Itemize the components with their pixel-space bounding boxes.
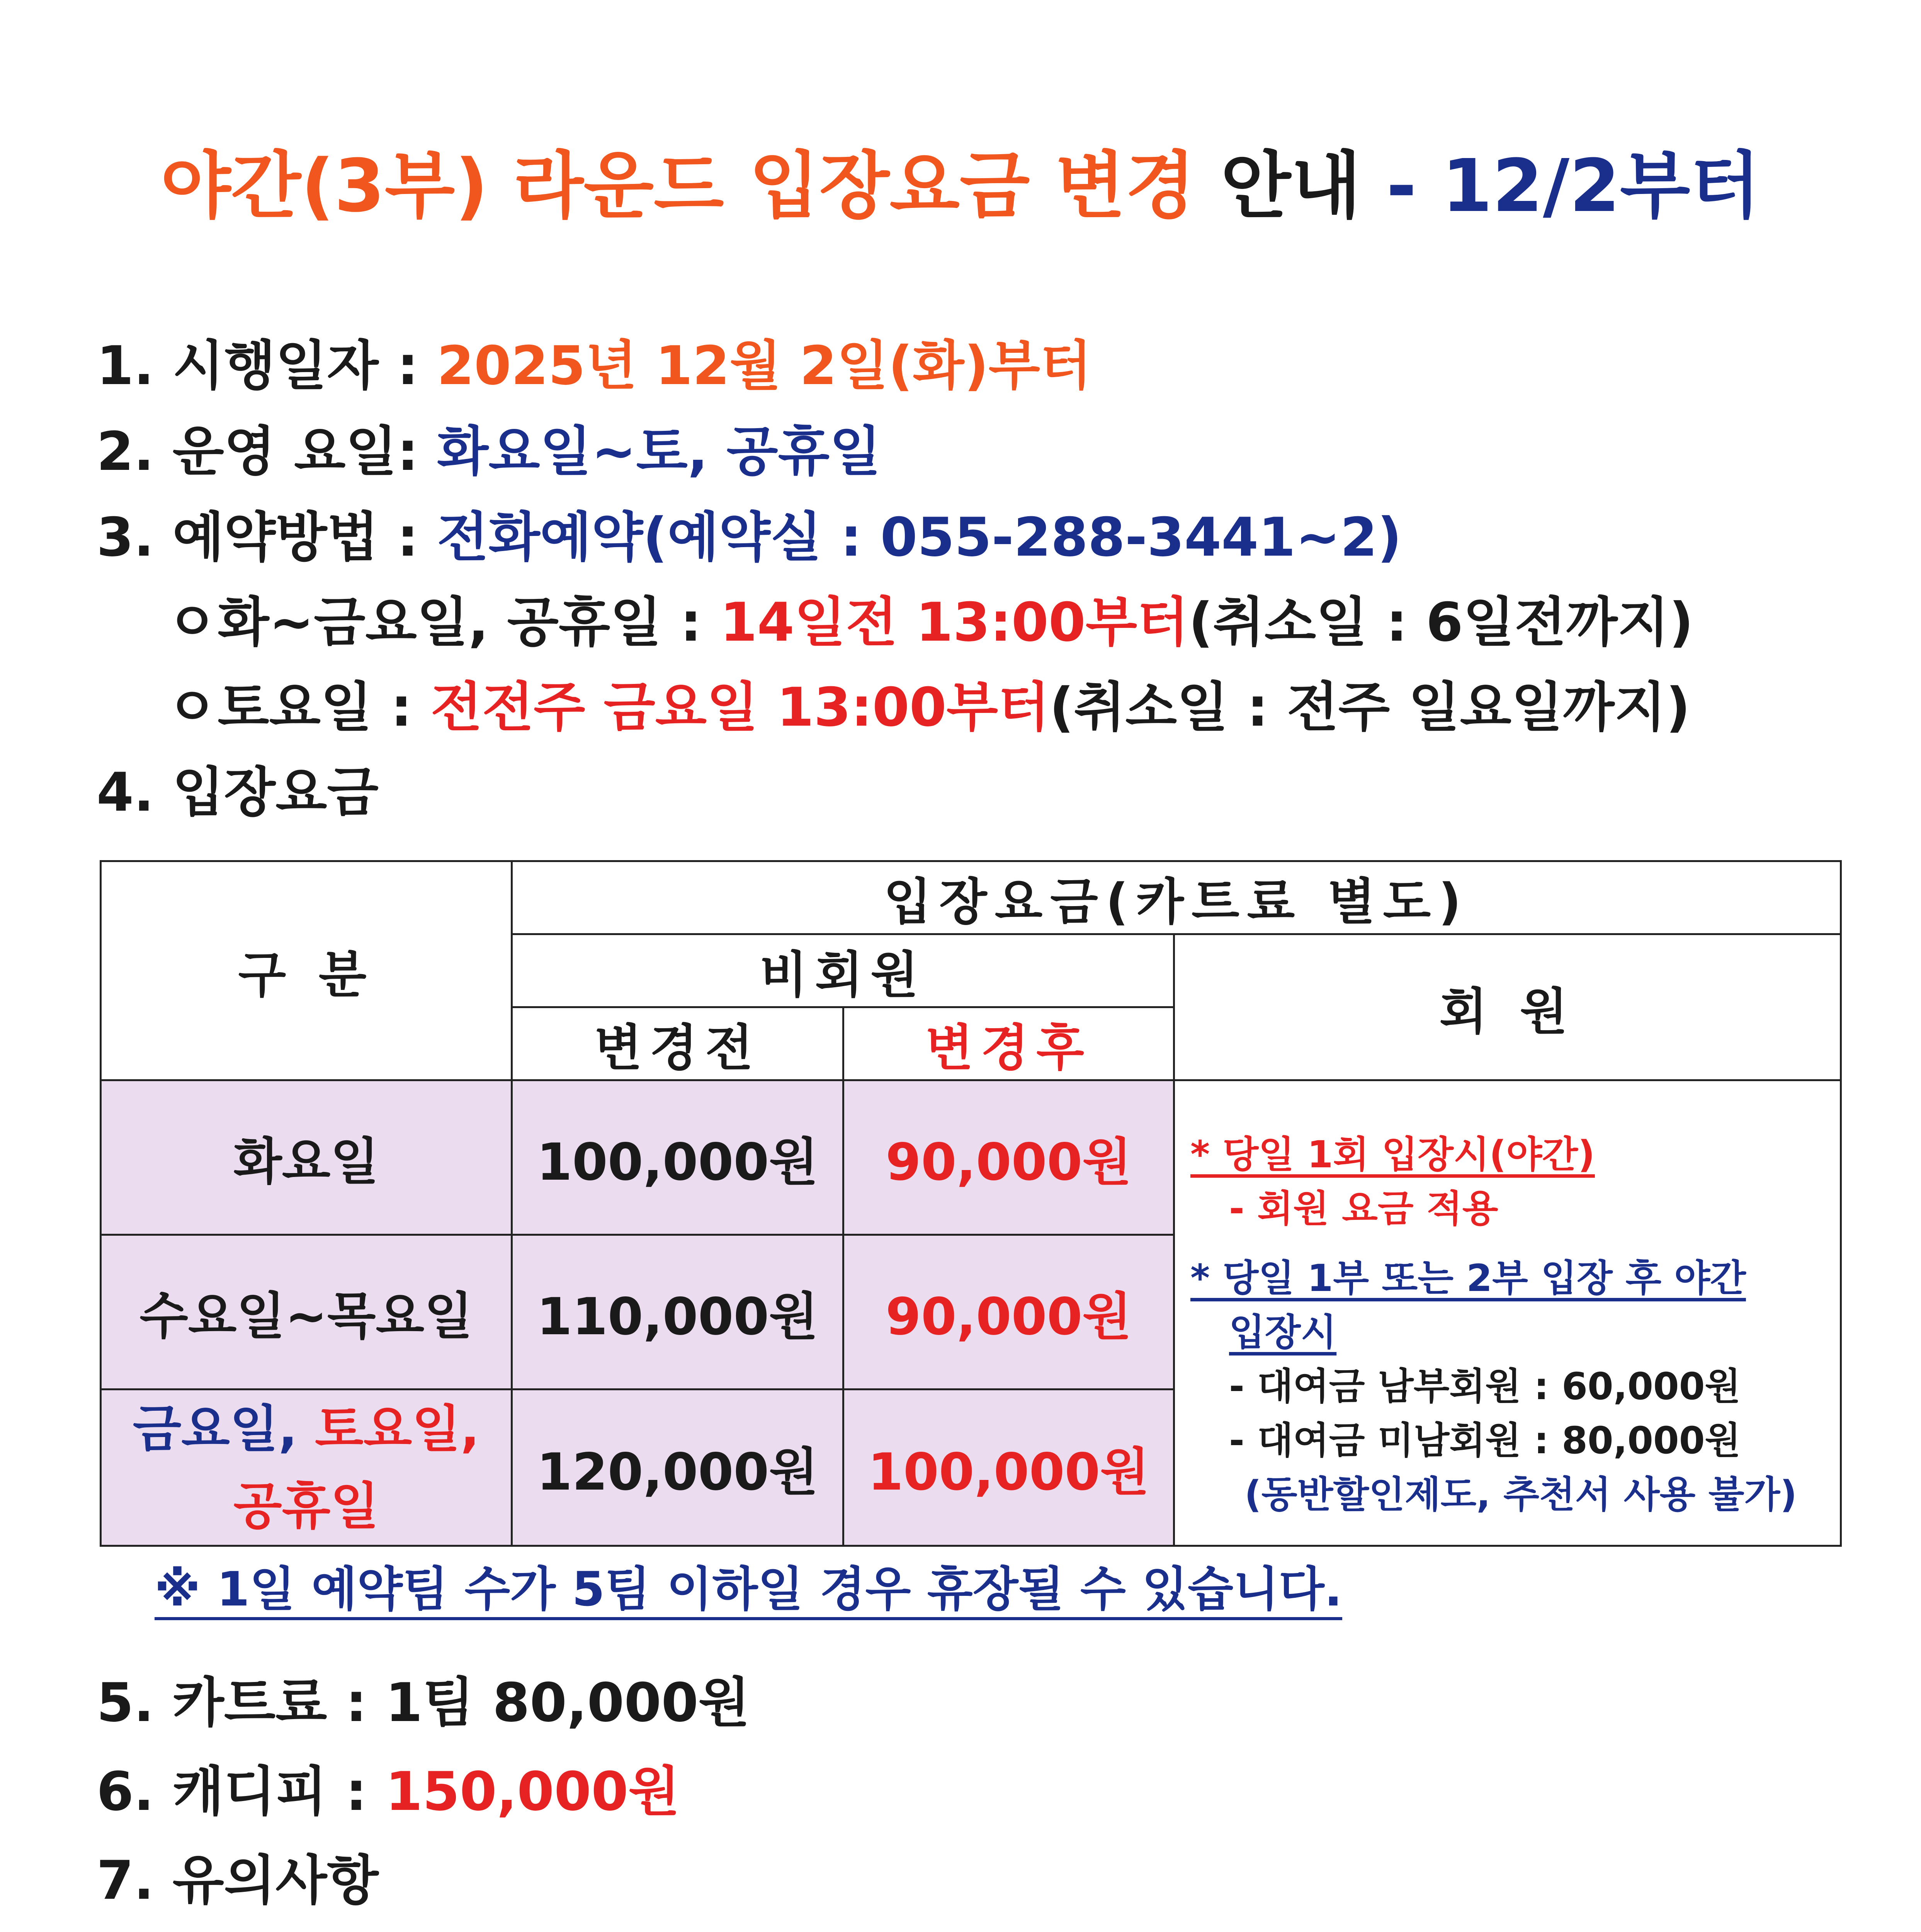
table-row — [101, 1080, 1841, 1235]
sub-prefix: ㅇ토요일 : — [166, 676, 412, 738]
member-notes — [1174, 1080, 1841, 1546]
member-note: - 회원 요금 적용 — [1229, 1187, 1498, 1230]
item-operating-days — [97, 420, 881, 483]
row-after: 90,000원 — [843, 1080, 1174, 1235]
member-note: (동반할인제도, 추천서 사용 불가) — [1244, 1473, 1797, 1516]
item-cart-fee — [97, 1672, 750, 1734]
row-day-part: 공휴일 — [233, 1477, 379, 1536]
sub-highlight: 전전주 금요일 13:00부터 — [430, 676, 1050, 738]
page-title — [0, 128, 1921, 232]
item-label: 6. 캐디피 : — [97, 1760, 367, 1823]
row-day: 수요일~목요일 — [101, 1235, 512, 1389]
item-start-date — [97, 335, 1092, 397]
closure-notice: ※ 1일 예약팀 수가 5팀 이하일 경우 휴장될 수 있습니다. — [155, 1562, 1343, 1617]
item-precautions — [97, 1849, 379, 1912]
header-fee — [512, 861, 1841, 934]
row-day — [101, 1389, 512, 1546]
member-note: - 대여금 남부회원 : 60,000원 — [1229, 1365, 1741, 1408]
header-fee-text: 입장요금(카트료 별도) — [884, 873, 1469, 931]
row-after: 90,000원 — [843, 1235, 1174, 1389]
row-day-part: 토요일, — [315, 1400, 480, 1458]
row-before: 120,000원 — [512, 1389, 843, 1546]
item-caddie-fee — [97, 1760, 680, 1823]
item-label: 2. 운영 요일: — [97, 420, 418, 483]
sub-suffix: (취소일 : 6일전까지) — [1188, 591, 1694, 653]
item-reservation-method — [97, 506, 1402, 568]
item-value: 전화예약(예약실 : 055-288-3441~2) — [437, 506, 1402, 568]
item-entry-fee — [97, 761, 379, 823]
member-note: * 당일 1회 입장시(야간) — [1190, 1133, 1595, 1176]
item-label: 3. 예약방법 : — [97, 506, 418, 568]
title-main: 야간(3부) 라운드 입장요금 변경 — [160, 144, 1196, 228]
item-value: 150,000원 — [385, 1760, 680, 1823]
title-date: - 12/2부터 — [1386, 144, 1761, 228]
item-label: 1. 시행일자 : — [97, 335, 418, 397]
fee-table — [100, 860, 1842, 1547]
item-label: 7. 유의사항 — [97, 1849, 379, 1912]
item-value: 2025년 12월 2일(화)부터 — [437, 335, 1092, 397]
row-before: 100,000원 — [512, 1080, 843, 1235]
sub-suffix: (취소일 : 전주 일요일까지) — [1049, 676, 1690, 738]
row-day: 화요일 — [101, 1080, 512, 1235]
reservation-saturday — [166, 676, 1690, 738]
header-after: 변경후 — [843, 1007, 1174, 1080]
row-after: 100,000원 — [843, 1389, 1174, 1546]
header-before: 변경전 — [512, 1007, 843, 1080]
header-member: 회 원 — [1174, 934, 1841, 1080]
item-value: 화요일~토, 공휴일 — [437, 420, 881, 483]
item-label: 4. 입장요금 — [97, 761, 379, 823]
member-note: - 대여금 미남회원 : 80,000원 — [1229, 1419, 1741, 1462]
header-nonmember: 비회원 — [512, 934, 1174, 1007]
title-notice: 안내 — [1221, 144, 1361, 228]
member-note: * 당일 1부 또는 2부 입장 후 야간 — [1190, 1257, 1746, 1300]
sub-highlight: 14일전 13:00부터 — [720, 591, 1189, 653]
row-before: 110,000원 — [512, 1235, 843, 1389]
row-day-part: 금요일, — [133, 1400, 298, 1458]
member-note: 입장시 — [1229, 1311, 1337, 1354]
sub-prefix: ㅇ화~금요일, 공휴일 : — [166, 591, 702, 653]
reservation-weekday — [166, 591, 1694, 653]
header-category: 구 분 — [101, 861, 512, 1080]
item-label: 5. 카트료 : 1팀 80,000원 — [97, 1672, 750, 1734]
